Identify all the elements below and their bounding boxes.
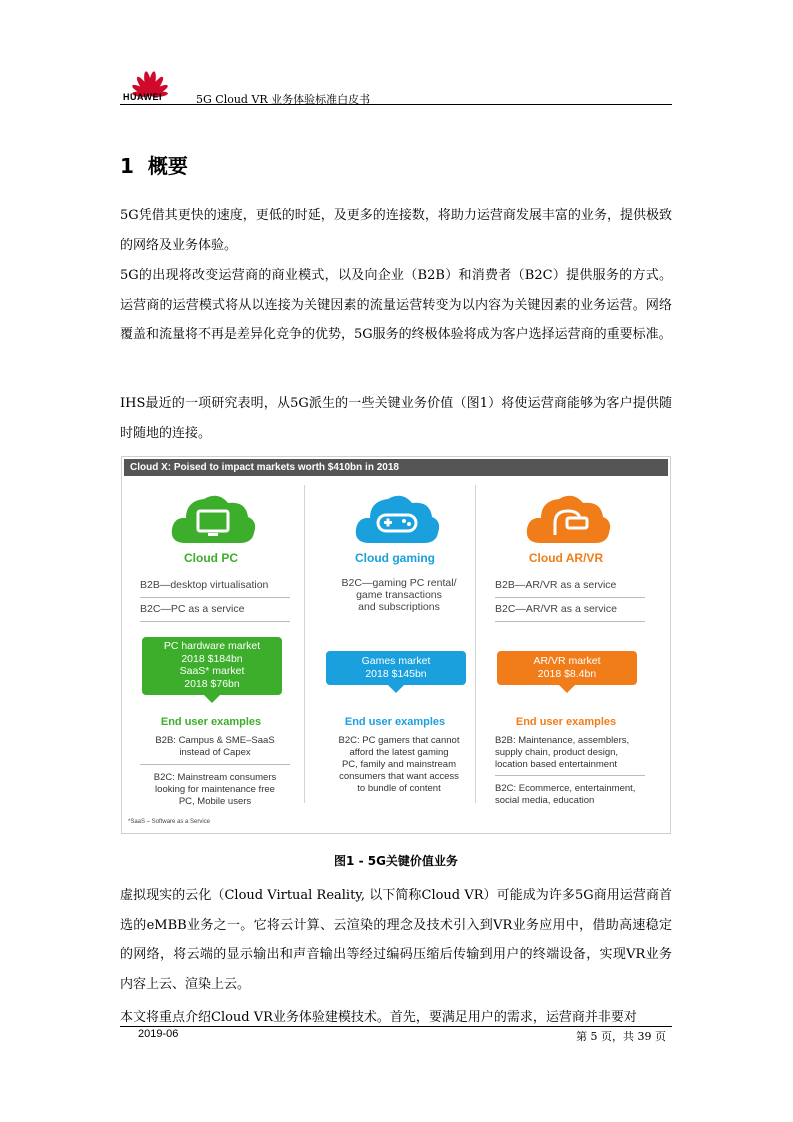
example-line: social media, education <box>495 795 595 806</box>
cloud-vr-headset-icon <box>523 487 613 547</box>
separator <box>495 597 645 598</box>
example-line: supply chain, product design, <box>495 747 619 758</box>
example-line: looking for maintenance free <box>155 784 275 795</box>
cloud-pc-column <box>122 481 300 807</box>
paragraph: 5G凭借其更快的速度，更低的时延，及更多的连接数，将助力运营商发展丰富的业务，提供极致的网络及业务体验。 <box>120 208 672 253</box>
market-line: 2018 $184bn <box>181 652 243 665</box>
separator <box>495 621 645 622</box>
separator <box>140 621 290 622</box>
service-title: Cloud gaming <box>355 551 435 565</box>
example-line: PC, family and mainstream <box>341 759 457 770</box>
example-b2c <box>495 783 645 807</box>
example-line: location based entertainment <box>495 759 617 770</box>
b2c-line: B2C—PC as a service <box>140 603 245 615</box>
column-divider <box>304 485 305 803</box>
chapter-title: 概要 <box>147 154 188 178</box>
market-box-arrow <box>204 695 220 703</box>
chapter-number: 1 <box>120 154 134 178</box>
separator <box>140 764 290 765</box>
footer-divider <box>120 1026 672 1027</box>
market-size-box <box>326 651 466 685</box>
footer-date: 2019-06 <box>138 1028 179 1040</box>
brand-name: HUAWEI <box>123 92 162 102</box>
example-line: B2C: Ecommerce, entertainment, <box>495 783 636 794</box>
example-b2c <box>140 772 290 808</box>
market-line: AR/VR market <box>533 655 601 667</box>
market-size-box <box>142 637 282 695</box>
b2b-line: B2B—AR/VR as a service <box>495 579 617 591</box>
document-title: 5G Cloud VR 业务体验标准白皮书 <box>196 93 371 106</box>
cloud-monitor-icon <box>168 487 258 547</box>
paragraph: IHS最近的一项研究表明，从5G派生的一些关键业务价值（图1）将使运营商能够为客户提供随时随地的连接。 <box>120 396 672 441</box>
header-divider <box>120 104 672 105</box>
paragraph: 虚拟现实的云化（Cloud Virtual Reality, 以下简称Cloud VR）可能成为许多5G商用运营商首选的eMBB业务之一。它将云计算、云渲染的理念及技术引入到VR业务应用中，借助高速稳定的网络，将云端的显示输出和声音输出等经过编码压缩后传输到用户的终端设备，实现VR业务内容上云、渲染上云。 <box>120 888 672 992</box>
example-line: consumers that want access <box>339 771 459 782</box>
paragraph: 5G的出现将改变运营商的商业模式，以及向企业（B2B）和消费者（B2C）提供服务的方式。运营商的运营模式将从以连接为关键因素的流量运营转变为以内容为关键因素的业务运营。网络覆盖和流量将不再是差异化竞争的优势，5G服务的终极体验将成为客户选择运营商的重要标准。 <box>120 268 672 343</box>
example-line: instead of Capex <box>179 747 251 758</box>
market-line: 2018 $8.4bn <box>537 667 597 680</box>
chapter-heading <box>120 150 188 179</box>
cloud-gaming-column <box>306 481 484 807</box>
service-title: Cloud PC <box>184 551 238 565</box>
b2c-line <box>324 577 474 613</box>
b2c-line-part: B2C—gaming PC rental/ <box>341 577 457 589</box>
figure-footnote: *SaaS – Software as a Service <box>128 819 211 825</box>
example-b2c <box>324 735 474 795</box>
b2c-line-part: game transactions <box>356 589 442 601</box>
market-line: 2018 $145bn <box>365 667 427 680</box>
separator <box>495 775 645 776</box>
page-number: 第 5 页，共 39 页 <box>576 1030 666 1043</box>
market-size-box <box>497 651 637 685</box>
example-b2b <box>140 735 290 759</box>
figure-caption: 图1 - 5G关键价值业务 <box>334 854 458 868</box>
end-user-title: End user examples <box>515 716 617 728</box>
example-line: to bundle of content <box>357 783 441 794</box>
example-line: PC, Mobile users <box>178 796 252 807</box>
end-user-title: End user examples <box>344 716 446 728</box>
market-line: PC hardware market <box>163 640 261 652</box>
market-line: Games market <box>361 655 431 667</box>
cloud-arvr-column <box>477 481 655 807</box>
example-line: B2C: Mainstream consumers <box>153 772 277 783</box>
b2c-line: B2C—AR/VR as a service <box>495 603 617 615</box>
end-user-title: End user examples <box>160 716 262 728</box>
example-b2b <box>495 735 645 771</box>
market-box-arrow <box>388 685 404 693</box>
b2b-line: B2B—desktop virtualisation <box>140 579 269 591</box>
figure-banner: Cloud X: Poised to impact markets worth $410bn in 2018 <box>124 459 668 476</box>
service-title: Cloud AR/VR <box>528 551 604 565</box>
market-box-arrow <box>559 685 575 693</box>
example-line: afford the latest gaming <box>349 747 449 758</box>
example-line: B2B: Maintenance, assemblers, <box>495 735 630 746</box>
separator <box>140 597 290 598</box>
figure-infographic <box>121 456 671 834</box>
paragraph: 本文将重点介绍Cloud VR业务体验建模技术。首先，要满足用户的需求，运营商并非要对 <box>120 1010 637 1025</box>
b2c-line-part: and subscriptions <box>358 601 440 613</box>
market-line: SaaS* market <box>179 665 245 677</box>
market-line: 2018 $76bn <box>184 677 240 690</box>
example-line: B2C: PC gamers that cannot <box>338 735 460 746</box>
example-line: B2B: Campus & SME–SaaS <box>155 735 275 746</box>
cloud-gamepad-icon <box>352 487 442 547</box>
